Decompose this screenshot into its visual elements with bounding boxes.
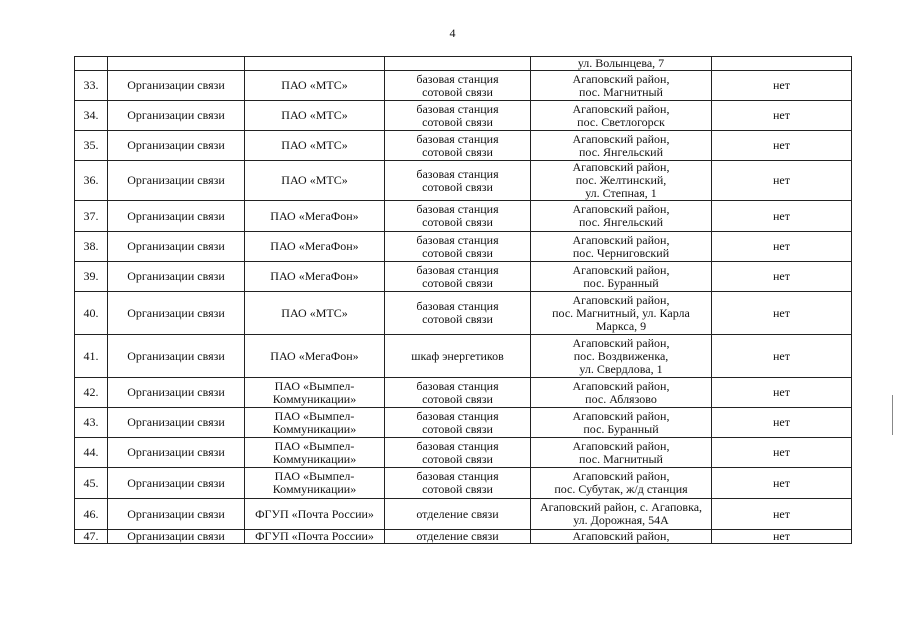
table-row (75, 71, 852, 101)
row-address (531, 438, 712, 468)
row-number: 38. (75, 232, 108, 262)
row-number: 45. (75, 468, 108, 499)
row-category: Организации связи (108, 232, 245, 262)
row-organization (245, 499, 385, 530)
object-line: базовая станция (416, 131, 499, 146)
row-result: нет (712, 468, 852, 499)
row-category: Организации связи (108, 161, 245, 201)
object-line: базовая станция (416, 262, 499, 277)
table-row (75, 232, 852, 262)
address-line: Агаповский район, с. Агаповка, (539, 500, 703, 514)
address-line: пос. Янгельский (578, 215, 664, 229)
address-line: Агаповский район, (572, 232, 670, 247)
address-line: пос. Желтинский, (575, 173, 667, 187)
object-line: сотовой связи (422, 275, 493, 290)
address-line: Агаповский район, (572, 438, 670, 453)
address-line: Агаповский район, (572, 335, 670, 350)
organization-line: ПАО «МегаФон» (270, 239, 359, 253)
row-organization (245, 335, 385, 378)
organization-line: Коммуникации» (272, 451, 357, 466)
row-address (531, 201, 712, 232)
row-category: Организации связи (108, 71, 245, 101)
row-result: нет (712, 161, 852, 201)
row-organization (245, 530, 385, 544)
scan-edge-mark (892, 395, 893, 435)
object-line: базовая станция (416, 202, 499, 216)
cell-org (245, 57, 385, 71)
page-number: 4 (449, 26, 456, 40)
row-address (531, 161, 712, 201)
row-number: 39. (75, 262, 108, 292)
organization-line: Коммуникации» (272, 482, 357, 496)
row-category: Организации связи (108, 408, 245, 438)
row-object (385, 71, 531, 101)
row-number: 36. (75, 161, 108, 201)
address-line: Агаповский район, (572, 529, 670, 543)
row-address (531, 530, 712, 544)
address-line: пос. Аблязово (585, 391, 657, 406)
row-organization (245, 378, 385, 408)
object-line: базовая станция (416, 299, 499, 313)
row-category: Организации связи (108, 292, 245, 335)
cell-object (385, 57, 531, 71)
address-line: Агаповский район, (572, 262, 670, 277)
row-address (531, 499, 712, 530)
row-address (531, 101, 712, 131)
row-organization (245, 468, 385, 499)
object-line: сотовой связи (422, 215, 493, 229)
object-line: сотовой связи (422, 451, 493, 466)
address-line: Агаповский район, (572, 131, 670, 146)
address-line: Агаповский район, (572, 160, 670, 174)
row-organization (245, 408, 385, 438)
table-row (75, 201, 852, 232)
object-line: отделение связи (416, 506, 499, 521)
organization-line: ПАО «Вымпел- (274, 378, 355, 393)
organization-line: ПАО «МегаФон» (270, 348, 359, 363)
address-line: пос. Буранный (583, 421, 659, 436)
row-category: Организации связи (108, 262, 245, 292)
registry-table (74, 56, 852, 544)
address-line: пос. Магнитный (579, 84, 663, 99)
row-object (385, 201, 531, 232)
object-line: сотовой связи (422, 391, 493, 406)
address-line: ул. Свердлова, 1 (579, 361, 663, 376)
address-line: пос. Магнитный, ул. Карла (552, 305, 690, 320)
table-row (75, 530, 852, 544)
table-row (75, 499, 852, 530)
row-result: нет (712, 131, 852, 161)
row-number: 35. (75, 131, 108, 161)
address-line: ул. Степная, 1 (585, 186, 657, 200)
table-row (75, 335, 852, 378)
row-number: 46. (75, 499, 108, 530)
object-line: сотовой связи (422, 144, 493, 159)
address-line: Агаповский район, (572, 101, 670, 116)
row-result: нет (712, 335, 852, 378)
row-object (385, 378, 531, 408)
cell-result (712, 57, 852, 71)
object-line: сотовой связи (422, 245, 493, 260)
row-organization (245, 262, 385, 292)
object-line: отделение связи (416, 529, 499, 543)
row-result: нет (712, 378, 852, 408)
row-object (385, 131, 531, 161)
address-line: Агаповский район, (572, 202, 670, 216)
table-row (75, 262, 852, 292)
row-number: 33. (75, 71, 108, 101)
object-line: шкаф энергетиков (411, 348, 504, 363)
row-number: 44. (75, 438, 108, 468)
table-row (75, 161, 852, 201)
row-result: нет (712, 201, 852, 232)
row-result: нет (712, 232, 852, 262)
object-line: базовая станция (416, 166, 499, 181)
cell-category (108, 57, 245, 71)
row-result: нет (712, 101, 852, 131)
organization-line: ПАО «МТС» (281, 138, 348, 152)
address-line: пос. Янгельский (578, 144, 664, 159)
address-line: ул. Волынцева, 7 (577, 56, 665, 70)
row-object (385, 335, 531, 378)
row-result: нет (712, 499, 852, 530)
row-object (385, 292, 531, 335)
row-category: Организации связи (108, 201, 245, 232)
row-organization (245, 201, 385, 232)
row-category: Организации связи (108, 378, 245, 408)
row-address (531, 262, 712, 292)
address-line: Маркса, 9 (595, 318, 647, 333)
address-line: Агаповский район, (572, 408, 670, 423)
organization-line: ФГУП «Почта России» (255, 529, 374, 543)
row-number: 47. (75, 530, 108, 544)
object-line: сотовой связи (422, 114, 493, 129)
row-object (385, 232, 531, 262)
organization-line: ПАО «Вымпел- (274, 469, 355, 483)
organization-line: ПАО «МТС» (281, 173, 348, 187)
address-line: пос. Воздвиженка, (573, 348, 669, 363)
row-address (531, 131, 712, 161)
object-line: базовая станция (416, 408, 499, 423)
object-line: сотовой связи (422, 421, 493, 436)
row-category: Организации связи (108, 335, 245, 378)
address-line: пос. Субутак, ж/д станция (554, 482, 688, 496)
row-number: 41. (75, 335, 108, 378)
row-address (531, 232, 712, 262)
row-address (531, 335, 712, 378)
address-line: Агаповский район, (572, 469, 670, 483)
row-number: 43. (75, 408, 108, 438)
object-line: сотовой связи (422, 179, 493, 194)
organization-line: ФГУП «Почта России» (255, 506, 374, 521)
row-object (385, 101, 531, 131)
organization-line: ПАО «МТС» (281, 108, 348, 122)
row-object (385, 438, 531, 468)
table-row (75, 101, 852, 131)
row-category: Организации связи (108, 468, 245, 499)
table-row (75, 378, 852, 408)
organization-line: ПАО «Вымпел- (274, 408, 355, 423)
object-line: базовая станция (416, 101, 499, 116)
row-category: Организации связи (108, 131, 245, 161)
object-line: базовая станция (416, 378, 499, 393)
row-result: нет (712, 71, 852, 101)
row-category: Организации связи (108, 438, 245, 468)
address-line: пос. Магнитный (579, 451, 663, 466)
address-line: пос. Светлогорск (577, 114, 665, 129)
row-number: 34. (75, 101, 108, 131)
address-line: Агаповский район, (572, 378, 670, 393)
object-line: сотовой связи (422, 84, 493, 99)
row-category: Организации связи (108, 499, 245, 530)
organization-line: ПАО «МегаФон» (270, 269, 359, 283)
table-row (75, 292, 852, 335)
row-number: 40. (75, 292, 108, 335)
table-row (75, 468, 852, 499)
row-number: 37. (75, 201, 108, 232)
row-category: Организации связи (108, 530, 245, 544)
object-line: базовая станция (416, 71, 499, 86)
organization-line: ПАО «МТС» (281, 78, 348, 92)
table-row (75, 131, 852, 161)
address-line: ул. Дорожная, 54А (573, 513, 669, 527)
continuation-row (75, 57, 852, 71)
row-object (385, 468, 531, 499)
address-line: пос. Черниговский (572, 245, 670, 260)
organization-line: ПАО «МегаФон» (270, 208, 359, 223)
registry-table-body (75, 57, 852, 544)
row-category: Организации связи (108, 101, 245, 131)
row-number: 42. (75, 378, 108, 408)
object-line: базовая станция (416, 232, 499, 247)
row-address (531, 468, 712, 499)
organization-line: ПАО «Вымпел- (274, 438, 355, 453)
address-line: Агаповский район, (572, 292, 670, 307)
row-address (531, 292, 712, 335)
organization-line: ПАО «МТС» (281, 305, 348, 320)
row-result: нет (712, 408, 852, 438)
object-line: сотовой связи (422, 312, 493, 326)
row-result: нет (712, 438, 852, 468)
address-line: пос. Буранный (583, 275, 659, 290)
row-address (531, 71, 712, 101)
table-row (75, 438, 852, 468)
row-organization (245, 292, 385, 335)
row-object (385, 530, 531, 544)
row-object (385, 408, 531, 438)
row-organization (245, 161, 385, 201)
row-organization (245, 101, 385, 131)
row-organization (245, 438, 385, 468)
row-result: нет (712, 262, 852, 292)
object-line: базовая станция (416, 469, 499, 483)
cell-num (75, 57, 108, 71)
row-organization (245, 131, 385, 161)
cell-address (531, 57, 712, 71)
row-organization (245, 232, 385, 262)
row-object (385, 161, 531, 201)
organization-line: Коммуникации» (272, 391, 357, 406)
row-result: нет (712, 292, 852, 335)
table-row (75, 408, 852, 438)
address-line: Агаповский район, (572, 71, 670, 86)
row-address (531, 378, 712, 408)
row-address (531, 408, 712, 438)
row-organization (245, 71, 385, 101)
row-result: нет (712, 530, 852, 544)
row-object (385, 262, 531, 292)
row-object (385, 499, 531, 530)
object-line: базовая станция (416, 438, 499, 453)
organization-line: Коммуникации» (272, 421, 357, 436)
object-line: сотовой связи (422, 482, 493, 496)
